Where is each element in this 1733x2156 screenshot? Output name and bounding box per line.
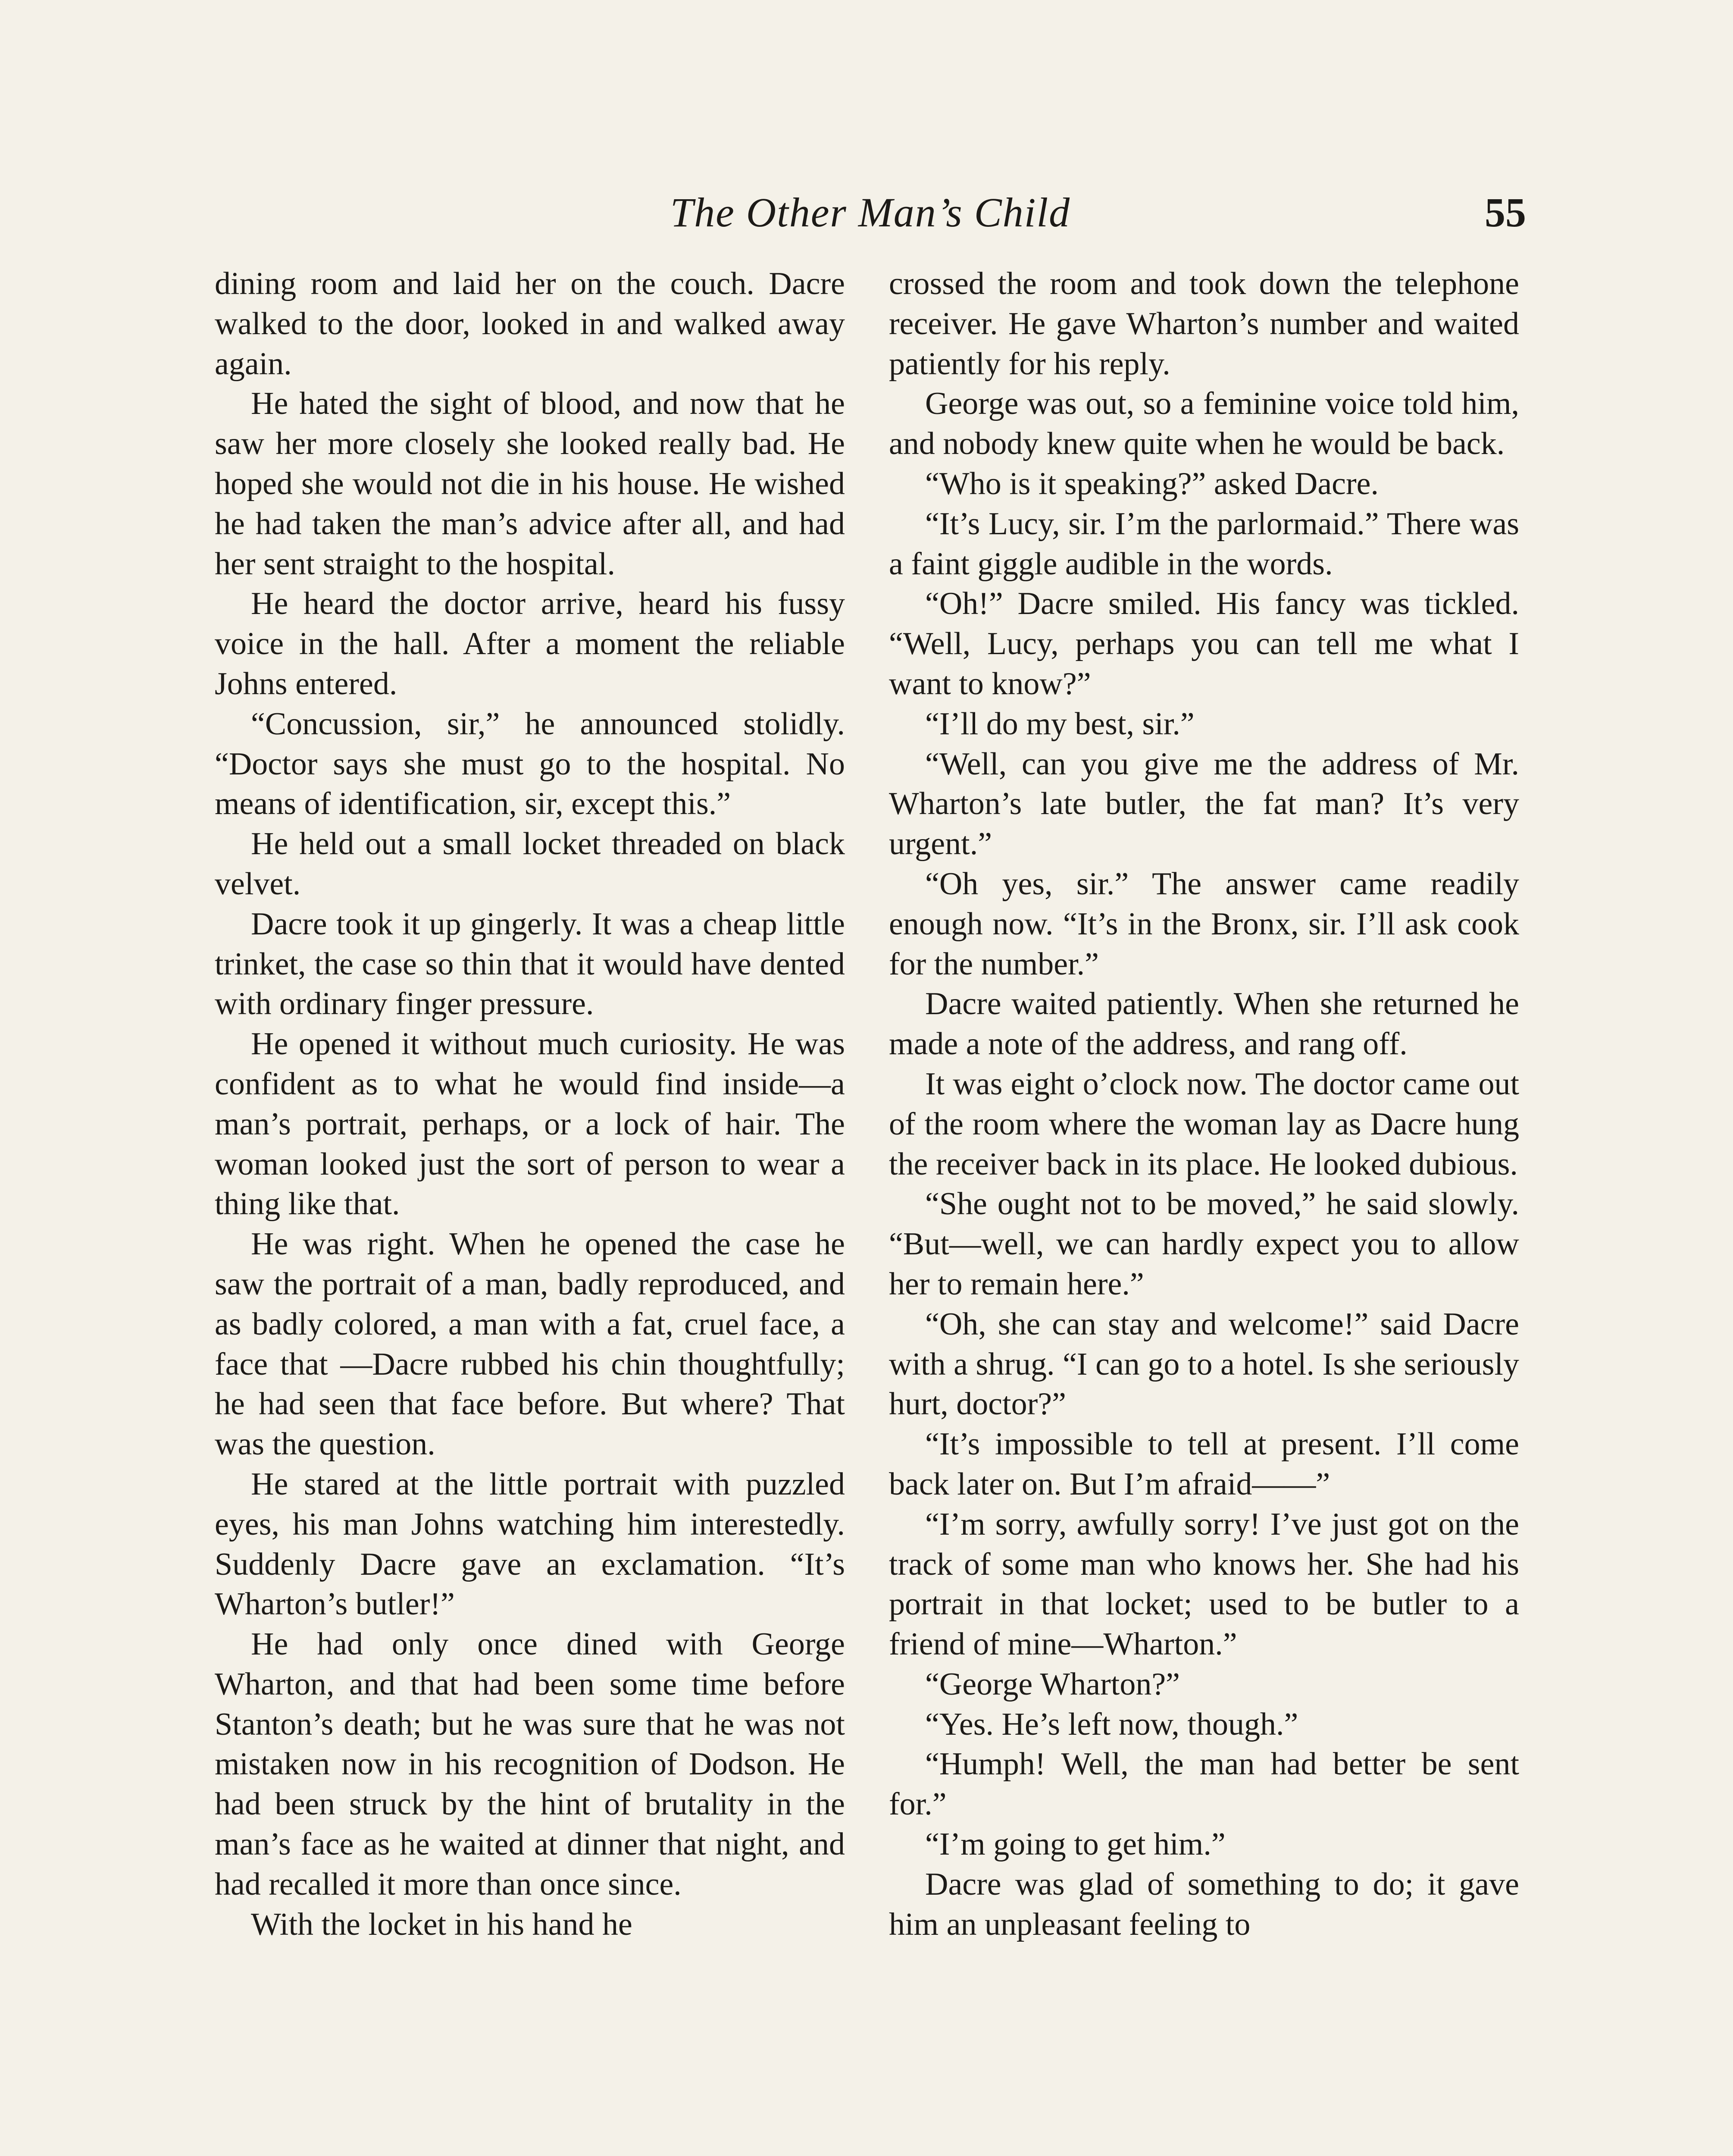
paragraph: crossed the room and took down the telephone receiver. He gave Wharton’s number and waited patiently for his reply.: [889, 266, 1519, 382]
paragraph: “Concussion, sir,” he announced stolidly. “Doctor says she must go to the hospital. No means of identification, sir, except this.”: [215, 706, 845, 822]
paragraph: Dacre was glad of something to do; it gave him an unpleasant feeling to: [889, 1866, 1519, 1942]
paragraph: “I’ll do my best, sir.”: [925, 706, 1195, 742]
paragraph: “Yes. He’s left now, though.”: [925, 1706, 1298, 1742]
paragraph: With the locket in his hand he: [251, 1906, 632, 1942]
left-text-column: [215, 264, 845, 1944]
paragraph: “Well, can you give me the address of Mr. Wharton’s late butler, the fat man? It’s very urgent.”: [889, 746, 1519, 862]
paragraph: “Humph! Well, the man had better be sent for.”: [889, 1746, 1519, 1822]
page-number: 55: [1485, 189, 1526, 235]
paragraph: “It’s Lucy, sir. I’m the parlormaid.” There was a faint giggle audible in the words.: [889, 506, 1519, 582]
paragraph: “I’m sorry, awfully sorry! I’ve just got on the track of some man who knows her. She had his portrait in that locket; used to be butler to a friend of mine—Wharton.”: [889, 1506, 1519, 1662]
paragraph: “She ought not to be moved,” he said slowly. “But—well, we can hardly expect you to allow her to remain here.”: [889, 1186, 1519, 1302]
paragraph: “Oh yes, sir.” The answer came readily enough now. “It’s in the Bronx, sir. I’ll ask cook for the number.”: [889, 866, 1519, 982]
paragraph: “Oh!” Dacre smiled. His fancy was tickled. “Well, Lucy, perhaps you can tell me what I want to know?”: [889, 586, 1519, 702]
paragraph: “Oh, she can stay and welcome!” said Dacre with a shrug. “I can go to a hotel. Is she seriously hurt, doctor?”: [889, 1306, 1519, 1422]
paragraph: He heard the doctor arrive, heard his fussy voice in the hall. After a moment the reliable Johns entered.: [215, 586, 845, 702]
running-title: The Other Man’s Child: [670, 189, 1071, 235]
paragraph: He held out a small locket threaded on black velvet.: [215, 826, 845, 902]
paragraph: “Who is it speaking?” asked Dacre.: [925, 466, 1379, 501]
paragraph: Dacre waited patiently. When she returned he made a note of the address, and rang off.: [889, 986, 1519, 1062]
paragraph: dining room and laid her on the couch. Dacre walked to the door, looked in and walked away again.: [215, 266, 845, 382]
paragraph: George was out, so a feminine voice told him, and nobody knew quite when he would be back.: [889, 386, 1519, 462]
paragraph: He hated the sight of blood, and now that he saw her more closely she looked really bad. He hoped she would not die in his house. He wished he had taken the man’s advice after all, and had her sent straight to the hospital.: [215, 386, 845, 582]
paragraph: He stared at the little portrait with puzzled eyes, his man Johns watching him interestedly. Suddenly Dacre gave an exclamation. “It’s Wharton’s butler!”: [215, 1466, 845, 1622]
paragraph: Dacre took it up gingerly. It was a cheap little trinket, the case so thin that it would have dented with ordinary finger pressure.: [215, 906, 845, 1022]
paragraph: He had only once dined with George Wharton, and that had been some time before Stanton’s death; but he was sure that he was not mistaken now in his recognition of Dodson. He had been struck by the hint of brutality in the man’s face as he waited at dinner that night, and had recalled it more than once since.: [215, 1626, 845, 1902]
paragraph: “It’s impossible to tell at present. I’ll come back later on. But I’m afraid——”: [889, 1426, 1519, 1502]
paragraph: “George Wharton?”: [925, 1666, 1180, 1702]
right-text-column: [889, 264, 1519, 1944]
paragraph: “I’m going to get him.”: [925, 1827, 1226, 1862]
paragraph: It was eight o’clock now. The doctor came out of the room where the woman lay as Dacre hung the receiver back in its place. He looked dubious.: [889, 1066, 1519, 1182]
paragraph: He was right. When he opened the case he saw the portrait of a man, badly reproduced, and as badly colored, a man with a fat, cruel face, a face that —Dacre rubbed his chin thoughtfully; he had seen that face before. But where? That was the question.: [215, 1226, 845, 1462]
paragraph: He opened it without much curiosity. He was confident as to what he would find inside—a man’s portrait, perhaps, or a lock of hair. The woman looked just the sort of person to wear a thing like that.: [215, 1026, 845, 1222]
page-header: [215, 180, 1526, 245]
